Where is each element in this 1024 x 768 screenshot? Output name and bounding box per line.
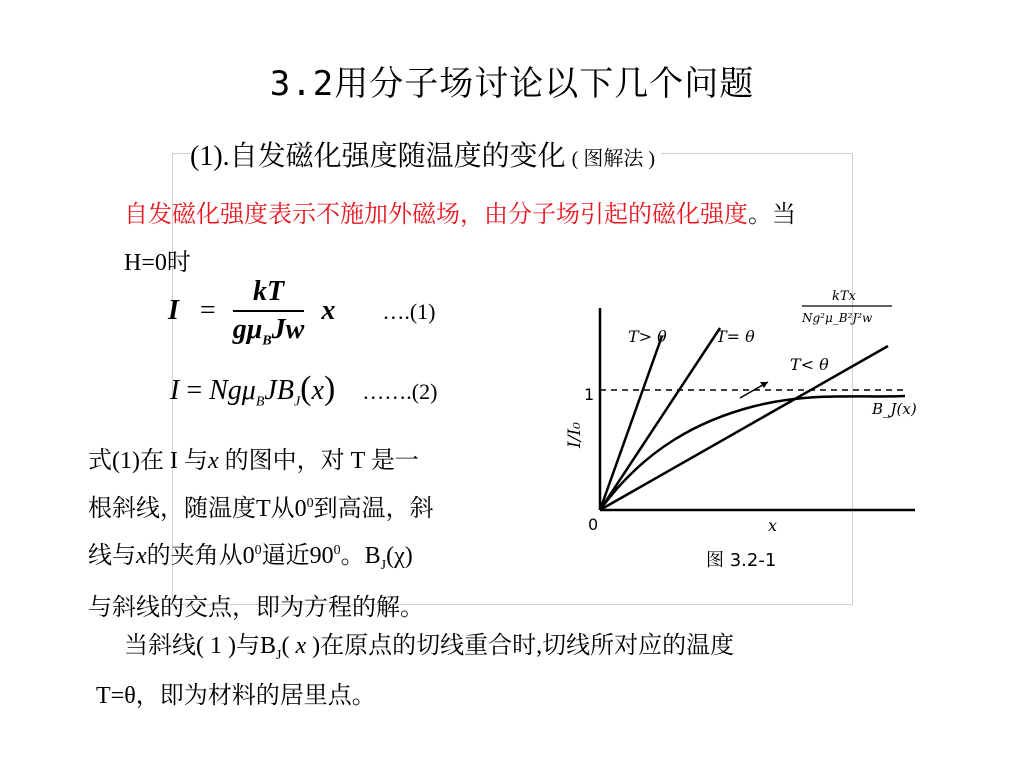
explanation-line-4: 与斜线的交点，即为方程的解。 bbox=[88, 595, 424, 622]
slope-formula-num: kTx bbox=[832, 289, 856, 304]
line-t-above bbox=[600, 336, 662, 510]
eq2-label: …….(2) bbox=[362, 379, 438, 404]
eq2-sub2: J bbox=[293, 394, 301, 410]
label-t-equal: T= θ bbox=[716, 327, 755, 346]
figure-svg bbox=[565, 278, 930, 578]
line-t-below bbox=[600, 346, 888, 510]
explanation-line-1: 式(1)在 I 与x 的图中，对 T 是一 bbox=[88, 448, 419, 474]
eq2-sub1: B bbox=[255, 394, 265, 410]
eq2-mid: JB bbox=[264, 375, 294, 406]
figure-caption: 图 3.2-1 bbox=[706, 550, 777, 571]
eq1-denominator: $g\mu_BJw$ bbox=[232, 314, 305, 349]
subtitle-main: (1).自发磁化强度随温度的变化 bbox=[190, 141, 566, 172]
eq1-lhs: I bbox=[168, 295, 179, 327]
condition-text: H=0时 bbox=[124, 250, 191, 276]
bj-curve bbox=[600, 396, 905, 510]
definition-tail: 。当 bbox=[748, 202, 796, 228]
label-t-below: T< θ bbox=[790, 355, 829, 374]
definition-red-text: 自发磁化强度表示不施加外磁场，由分子场引起的磁化强度 bbox=[124, 202, 748, 228]
label-t-above: T> θ bbox=[628, 327, 667, 346]
y-axis-label: I/I₀ bbox=[565, 422, 585, 448]
eq1-equals: = bbox=[199, 295, 216, 327]
eq1-numerator: kT bbox=[233, 276, 305, 312]
eq2-pre: Ngμ bbox=[209, 375, 256, 406]
eq2-equals: = bbox=[186, 375, 203, 406]
label-bj: B_J(x) bbox=[872, 400, 917, 418]
origin-label: 0 bbox=[588, 515, 599, 534]
eq1-label: ….(1) bbox=[382, 299, 436, 325]
y-tick-1: 1 bbox=[584, 385, 595, 404]
line-t-equal bbox=[600, 328, 720, 510]
explanation-paragraph bbox=[88, 440, 508, 630]
eq2-lhs: I bbox=[170, 375, 180, 406]
arrow-head bbox=[760, 382, 768, 388]
equation-2: $I = Ng\mu_BJB_J(x)$ …….(2) bbox=[170, 370, 438, 410]
figure-3-2-1 bbox=[565, 278, 930, 583]
conclusion-paragraph bbox=[96, 626, 896, 716]
subtitle-note: ( 图解法 ) bbox=[571, 148, 655, 170]
explanation-line-3: 线与x的夹角从$0^0$逼近$90^0$。$B_J(\chi)$ bbox=[88, 543, 413, 573]
conclusion-line-2: T=θ，即为材料的居里点。 bbox=[96, 682, 376, 709]
section-subtitle bbox=[190, 134, 661, 174]
eq2-arg: x bbox=[311, 375, 324, 406]
equation-1 bbox=[168, 276, 435, 350]
conclusion-line-1: 当斜线( 1 )与$B_J$( x )在原点的切线重合时,切线所对应的温度 bbox=[124, 633, 735, 663]
slope-formula-den: Ng²μ_B²J²w bbox=[802, 311, 873, 325]
page-title: 3.2用分子场讨论以下几个问题 bbox=[269, 64, 755, 104]
eq1-rhs: x bbox=[321, 295, 336, 327]
definition-line bbox=[124, 194, 796, 229]
x-axis-label: x bbox=[768, 516, 778, 535]
explanation-line-2: 根斜线，随温度T从$0^0$到高温，斜 bbox=[88, 495, 434, 522]
eq1-fraction bbox=[233, 276, 305, 350]
